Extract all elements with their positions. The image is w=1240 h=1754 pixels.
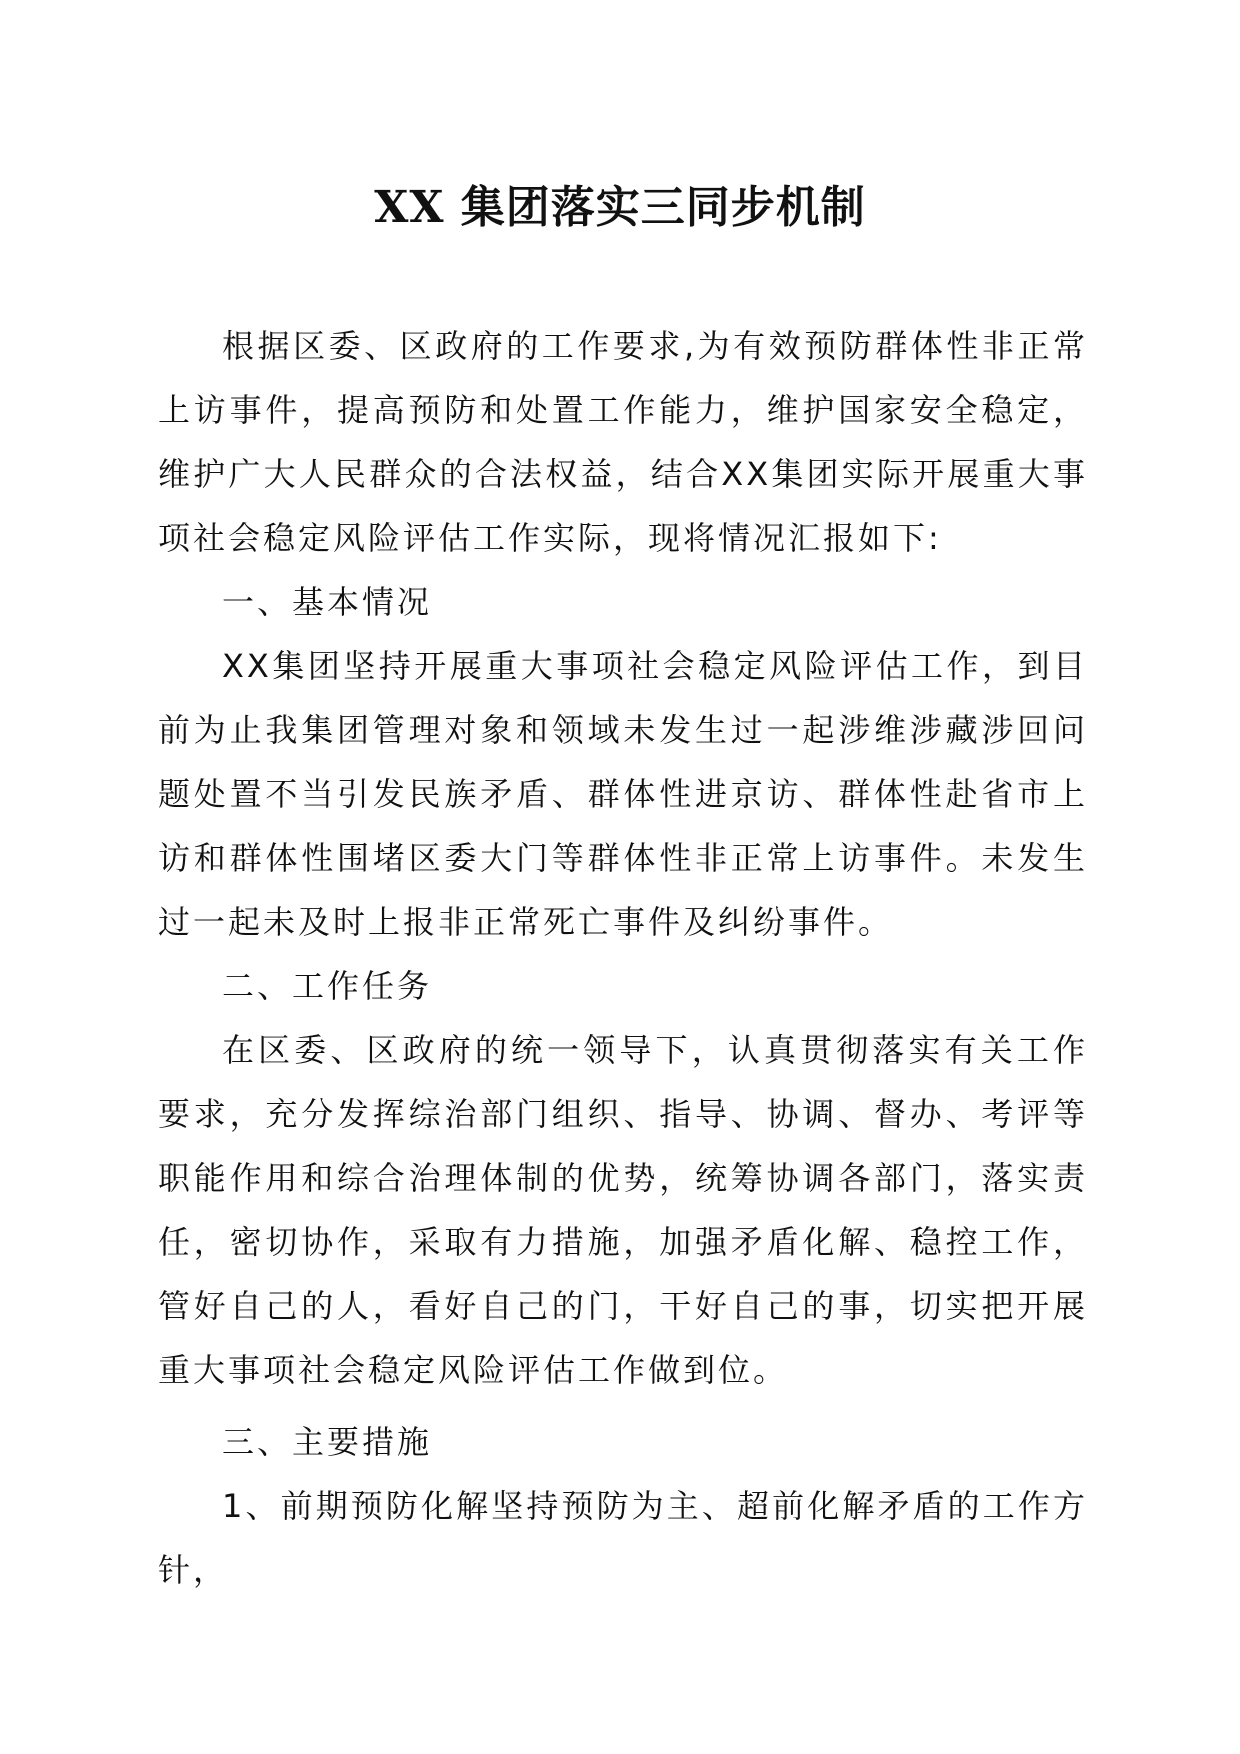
section-heading-main-measures: 三、主要措施 (222, 1423, 433, 1461)
intro-paragraph: 根据区委、区政府的工作要求,为有效预防群体性非正常上访事件，提高预防和处置工作能力，维护国家安全稳定，维护广大人民群众的合法权益，结合XX集团实际开展重大事项社会稳定风险评估工作实际，现将情况汇报如下: (158, 327, 1088, 557)
document-body (158, 314, 1088, 1602)
section-paragraph-main-measures: 1、前期预防化解坚持预防为主、超前化解矛盾的工作方针， (158, 1487, 1088, 1589)
section-spacer (158, 1402, 1088, 1410)
section-heading-work-tasks: 二、工作任务 (222, 967, 433, 1005)
document-title: XX 集团落实三同步机制 (374, 182, 866, 233)
section-paragraph-work-tasks: 在区委、区政府的统一领导下，认真贯彻落实有关工作要求，充分发挥综治部门组织、指导、协调、督办、考评等职能作用和综合治理体制的优势，统筹协调各部门，落实责任，密切协作，采取有力措施，加强矛盾化解、稳控工作，管好自己的人，看好自己的门，干好自己的事，切实把开展重大事项社会稳定风险评估工作做到位。 (158, 1031, 1088, 1389)
section-paragraph-basic-situation: XX集团坚持开展重大事项社会稳定风险评估工作，到目前为止我集团管理对象和领域未发生过一起涉维涉藏涉回问题处置不当引发民族矛盾、群体性进京访、群体性赴省市上访和群体性围堵区委大门等群体性非正常上访事件。未发生过一起未及时上报非正常死亡事件及纠纷事件。 (158, 647, 1088, 941)
section-heading-basic-situation: 一、基本情况 (222, 583, 433, 621)
